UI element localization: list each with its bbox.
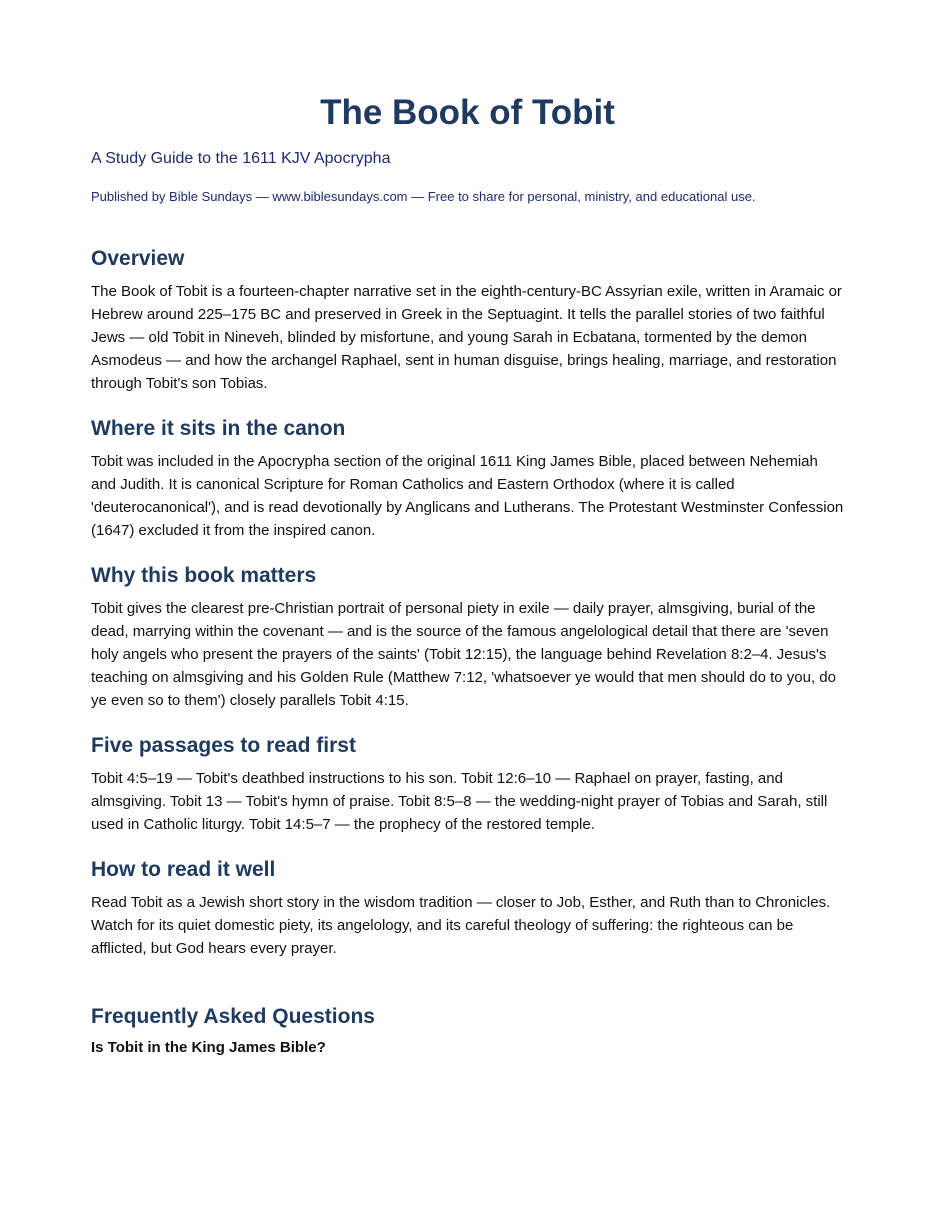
section-faq bbox=[91, 1004, 844, 1058]
section-body: Read Tobit as a Jewish short story in the wisdom tradition — closer to Job, Esther, and Ruth than to Chronicles. Watch for its quiet domestic piety, its angelology, and its careful theology of suffering: the righteous can be afflicted, but God hears every prayer. bbox=[91, 894, 831, 957]
section-heading: Where it sits in the canon bbox=[91, 417, 346, 440]
section-heading: Why this book matters bbox=[91, 564, 317, 587]
section-body: Tobit gives the clearest pre-Christian portrait of personal piety in exile — daily prayer, almsgiving, burial of the dead, marrying within the covenant — and is the source of the famous angelological detail that there are 'seven holy angels who present the prayers of the saints' (Tobit 12:15), the language behind Revelation 8:2–4. Jesus's teaching on almsgiving and his Golden Rule (Matthew 7:12, 'whatsoever ye would that men should do to you, do ye even so to them') closely parallels Tobit 4:15. bbox=[91, 600, 836, 709]
faq-question: Is Tobit in the King James Bible? bbox=[91, 1039, 326, 1056]
document-subtitle: A Study Guide to the 1611 KJV Apocrypha bbox=[91, 150, 391, 167]
section-body: Tobit was included in the Apocrypha section of the original 1611 King James Bible, placed between Nehemiah and Judith. It is canonical Scripture for Roman Catholics and Eastern Orthodox (where it is called 'deuterocanonical'), and is read devotionally by Anglicans and Lutherans. The Protestant Westminster Confession (1647) excluded it from the inspired canon. bbox=[91, 453, 844, 539]
section-overview bbox=[91, 246, 844, 395]
document-title: The Book of Tobit bbox=[320, 93, 615, 132]
section-canon bbox=[91, 416, 844, 542]
section-heading: How to read it well bbox=[91, 858, 276, 881]
section-body: The Book of Tobit is a fourteen-chapter narrative set in the eighth-century-BC Assyrian exile, written in Aramaic or Hebrew around 225–175 BC and preserved in Greek in the Septuagint. It tells the parallel stories of two faithful Jews — old Tobit in Nineveh, blinded by misfortune, and young Sarah in Ecbatana, tormented by the demon Asmodeus — and how the archangel Raphael, sent in human disguise, brings healing, marriage, and restoration through Tobit's son Tobias. bbox=[91, 283, 842, 392]
section-five-passages bbox=[91, 733, 844, 836]
section-body: Tobit 4:5–19 — Tobit's deathbed instructions to his son. Tobit 12:6–10 — Raphael on prayer, fasting, and almsgiving. Tobit 13 — Tobit's hymn of praise. Tobit 8:5–8 — the wedding-night prayer of Tobias and Sarah, still used in Catholic liturgy. Tobit 14:5–7 — the prophecy of the restored temple. bbox=[91, 770, 828, 833]
section-how-to-read bbox=[91, 857, 844, 960]
publisher-line: Published by Bible Sundays — www.biblesundays.com — Free to share for personal, ministry, and educational use. bbox=[91, 189, 756, 204]
section-heading: Five passages to read first bbox=[91, 734, 356, 757]
faq-heading: Frequently Asked Questions bbox=[91, 1005, 375, 1028]
section-heading: Overview bbox=[91, 247, 185, 270]
section-why-it-matters bbox=[91, 563, 844, 712]
